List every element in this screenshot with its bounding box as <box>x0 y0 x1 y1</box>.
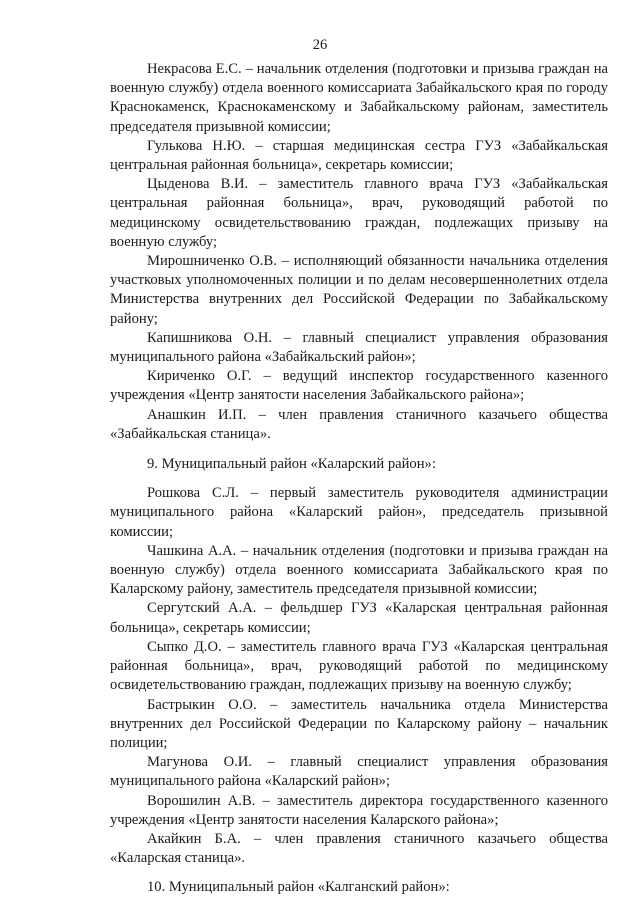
member-entry: Чашкина А.А. – начальник отделения (подготовки и призыва граждан на военную службу) отдела военного комиссариата Забайкальского края по Каларскому району, заместитель председателя призывной комиссии; <box>110 542 608 598</box>
member-entry: Цыденова В.И. – заместитель главного врача ГУЗ «Забайкальская центральная районная больница», врач, руководящий работой по медицинскому освидетельствованию граждан, подлежащих призыву на военную службу; <box>110 176 608 250</box>
member-entry: Гулькова Н.Ю. – старшая медицинская сестра ГУЗ «Забайкальская центральная районная больница», секретарь комиссии; <box>110 137 608 174</box>
section-heading: 10. Муниципальный район «Калганский район»: <box>147 879 450 896</box>
member-entry: Магунова О.И. – главный специалист управления образования муниципального района «Каларский район»; <box>110 754 608 790</box>
document-body <box>110 60 608 908</box>
member-entry: Сыпко Д.О. – заместитель главного врача ГУЗ «Каларская центральная районная больница», врач, руководящий работой по медицинскому освидетельствованию граждан, подлежащих призыву на военную службу; <box>110 638 608 694</box>
page-number: 26 <box>312 37 328 53</box>
member-entry: Бастрыкин О.О. – заместитель начальника отдела Министерства внутренних дел Российской Федерации по Каларскому району – начальник полиции; <box>110 696 608 751</box>
member-entry: Ворошилин А.В. – заместитель директора государственного казенного учреждения «Центр занятости населения Каларского района»; <box>110 792 608 828</box>
member-entry: Сергутский А.А. – фельдшер ГУЗ «Каларская центральная районная больница», секретарь комиссии; <box>110 600 608 636</box>
section-heading: 9. Муниципальный район «Каларский район»: <box>147 456 436 473</box>
member-entry: Некрасова Е.С. – начальник отделения (подготовки и призыва граждан на военную службу) отдела военного комиссариата Забайкальского края по городу Краснокаменск, Краснокаменскому и Забайкальскому районам, заместитель председателя призывной комиссии; <box>110 61 608 135</box>
member-entry: Капишникова О.Н. – главный специалист управления образования муниципального района «Забайкальский район»; <box>110 329 608 366</box>
member-entry: Мирошниченко О.В. – исполняющий обязанности начальника отделения участковых уполномоченных полиции и по делам несовершеннолетних отдела Министерства внутренних дел Российской Федерации по Забайкальскому району; <box>110 253 608 327</box>
member-entry: Рошкова С.Л. – первый заместитель руководителя администрации муниципального района «Каларский район», председатель призывной комиссии; <box>110 485 608 540</box>
member-entry: Кириченко О.Г. – ведущий инспектор государственного казенного учреждения «Центр занятости населения Забайкальского района»; <box>110 368 608 404</box>
member-entry: Анашкин И.П. – член правления станичного казачьего общества «Забайкальская станица». <box>110 406 608 442</box>
member-entry: Акайкин Б.А. – член правления станичного казачьего общества «Каларская станица». <box>110 830 608 867</box>
